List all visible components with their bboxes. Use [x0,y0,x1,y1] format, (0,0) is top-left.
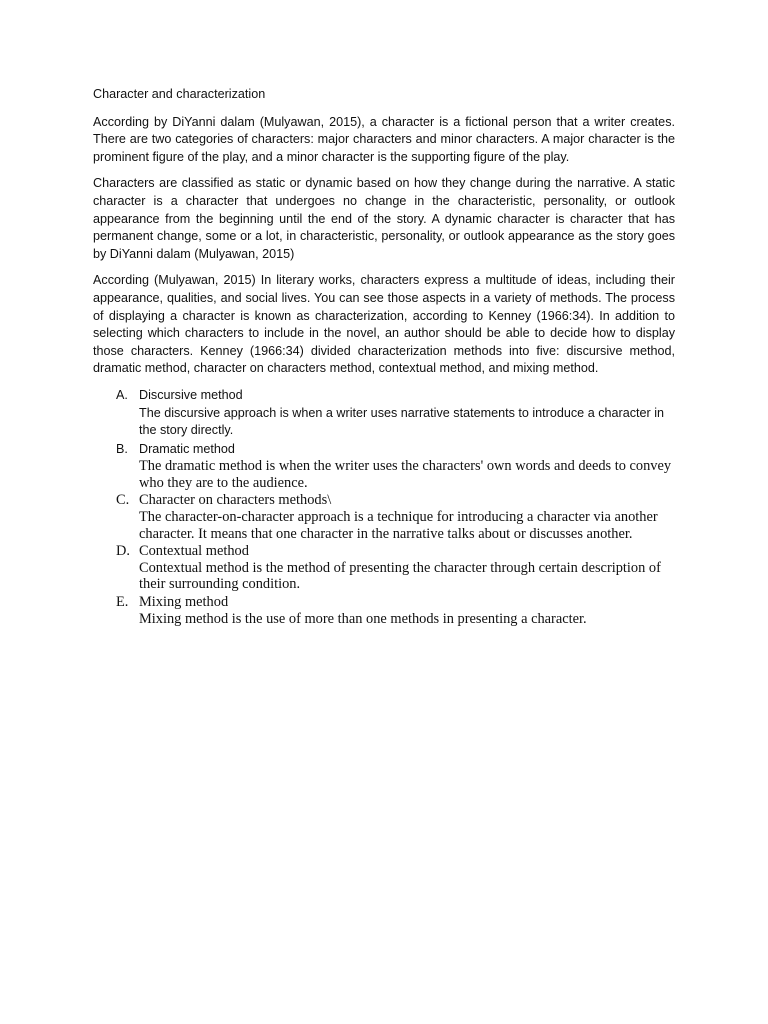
document-page [93,86,675,628]
method-description: Contextual method is the method of presenting the character through certain description of their surrounding condition. [139,559,661,593]
list-item-dramatic [93,441,675,492]
method-description: The character-on-character approach is a technique for introducing a character via another character. It means that one character in the narrative talks about or discusses another. [139,509,658,542]
list-marker: C. [116,492,130,509]
document-title: Character and characterization [93,87,266,101]
method-title: Discursive method [139,387,243,402]
paragraph-static-dynamic: Characters are classified as static or dynamic based on how they change during the narrative. A static character is a character that undergoes no change in the characteristic, personality, or outlook appearance from the beginning until the end of the story. A dynamic character is character that has permanent change, some or a lot, in characteristic, personality, or outlook appearance as the story goes by DiYanni dalam (Mulyawan, 2015) [93,176,675,261]
paragraph-characterization: According (Mulyawan, 2015) In literary works, characters express a multitude of ideas, including their appearance, qualities, and social lives. You can see those aspects in a variety of methods. The process of displaying a character is known as characterization, according to Kenney (1966:34). In addition to selecting which characters to include in the novel, an author should be able to decide how to display those characters. Kenney (1966:34) divided characterization methods into five: discursive method, dramatic method, character on characters method, contextual method, and mixing method. [93,273,675,376]
method-description: The dramatic method is when the writer uses the characters' own words and deeds to convey who they are to the audience. [139,458,672,491]
method-description: The discursive approach is when a writer uses narrative statements to introduce a character in the story directly. [139,405,664,438]
method-description: Mixing method is the use of more than one methods in presenting a character. [139,610,587,627]
list-marker: A. [116,387,128,402]
list-marker: B. [116,441,128,456]
method-title: Mixing method [139,594,229,611]
list-marker: E. [116,594,129,611]
methods-list [93,387,675,627]
paragraph-definition: According by DiYanni dalam (Mulyawan, 2015), a character is a fictional person that a writer creates. There are two categories of characters: major characters and minor characters. A major character is the prominent figure of the play, and a minor character is the supporting figure of the play. [93,114,675,164]
list-marker: D. [116,543,130,560]
list-item-contextual [93,543,675,593]
method-title: Dramatic method [139,441,235,456]
list-item-discursive [93,387,675,440]
list-item-character-on-characters [93,492,675,542]
list-item-mixing [93,594,675,627]
method-title: Character on characters methods\ [139,492,332,509]
method-title: Contextual method [139,543,249,560]
